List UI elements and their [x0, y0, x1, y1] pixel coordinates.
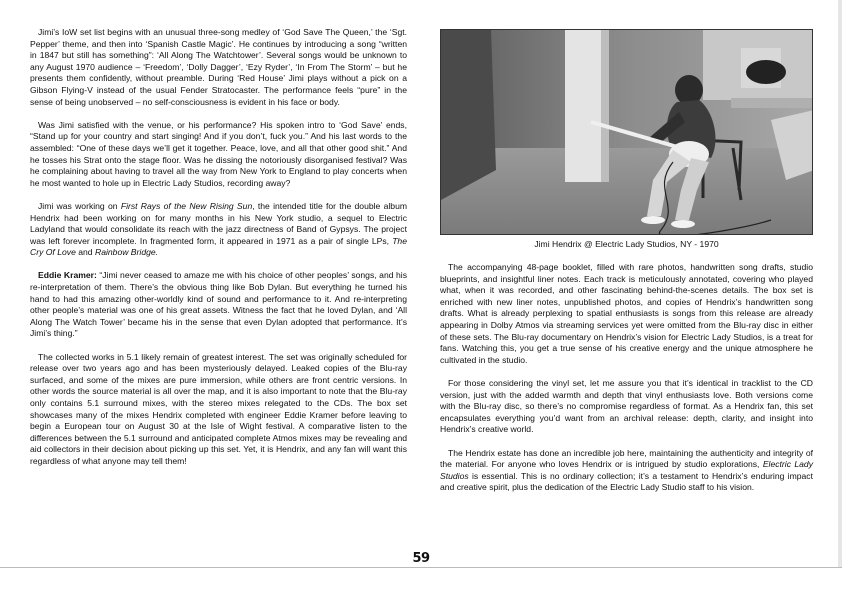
album-title-rainbow-bridge: Rainbow Bridge.	[94, 247, 159, 258]
paragraph-first-rays: Jimi was working on First Rays of the New Rising Sun, the intended title for the double album Hendrix had been working on for many months in his New York studio, a sequel to Electric Ladyland that would consolidate its reach with the jazz directness of Band of Gypsys. The project was left forever incomplete. In fragmented form, it appeared in 1971 as a pair of single LPs, The Cry Of Love and Rainbow Bridge.	[30, 200, 408, 258]
paragraph-surround: The collected works in 5.1 likely remain of greatest interest. The set was originally scheduled for release over two years ago and has been mysteriously delayed. Leaked copies of the Blu-ray surfaced, and some of the mixes are pure immersion, while others are front centric versions. In other words the source material is all over the map, and it is also important to note that the Blu-ray only contains 5.1 surround mixes, with the stereo mixes relegated to the CDs. The box set showcases many of the mixes Hendrix completed with engineer Eddie Kramer before leaving to begin a European tour on August 30 at the Isle of Wight festival. A comparative listen to the differences between the 5.1 surround and anticipated complete Atmos mixes may be revealing and aid collectors in their decision about picking up this set. Yet, it is Hendrix, and any fan will want this regardless of what anyone may tell them!	[30, 351, 407, 466]
album-title-cry-of-love: The Cry Of Love	[30, 235, 407, 258]
hendrix-photo	[440, 29, 813, 235]
photo-caption: Jimi Hendrix @ Electric Lady Studios, NY - 1970	[534, 239, 719, 249]
speaker-name: Eddie Kramer:	[38, 270, 97, 281]
paragraph-booklet: The accompanying 48-page booklet, filled with rare photos, handwritten song drafts, studio blueprints, and insightful liner notes. Each track is meticulously annotated, covering who played what, when it was recorded, and other fascinating behind-the-scenes details. The box set is enriched with new liner notes, unpublished photos, and copies of Hendrix’s handwritten song drafts. What is already perplexing to spatial enthusiasts is songs from this release are already appearing in Dolby Atmos via streaming services yet were omitted from the Blu-ray disc in either of these sets. The Blu-ray documentary on Hendrix’s vision for Electric Lady Studios, is a treat for fans. Watching this, you get a true sense of his creative energy and the unique atmosphere he cultivated in the studio.	[440, 262, 813, 365]
paragraph-venue: Was Jimi satisfied with the venue, or his performance? His spoken intro to ‘God Save’ ends, “Stand up for your country and start singing! And if you don’t, fuck you.” And his last words to the assembled: “One of these days we’ll get it together. Peace, love, and all that other good shit.” And he tosses his Strat onto the stage floor. Was he dissing the notoriously disorganised festival? Was he complaining about having to travel all the way from New York to England to play concerts when he most wanted to hole up in Electric Lady Studios, recording away?	[30, 119, 407, 188]
right-column	[440, 262, 813, 505]
page-edge	[838, 0, 842, 567]
left-column	[30, 27, 407, 479]
paragraph-kramer-quote: Eddie Kramer: “Jimi never ceased to amaze me with his choice of other peoples’ songs, and his re-interpretation of them. There’s the obvious thing like Bob Dylan. But everything he turned his hand to had this amazing other-worldly kind of sound and performance to it. And re-interpreting other people’s material was one of his great assets. Witness the fact that he loved Dylan, and ‘All Along The Watch Tower’ became his in the sense that even Dylan adopted that performance. It’s Jimi’s thing.”	[30, 270, 407, 339]
title-electric-lady-studios: Electric Lady Studios	[440, 459, 813, 481]
page-number: 59	[412, 551, 430, 566]
album-title-first-rays: First Rays of the New Rising Sun	[120, 200, 253, 211]
bottom-rule	[0, 567, 842, 568]
paragraph-setlist: Jimi’s IoW set list begins with an unusual three-song medley of ‘God Save The Queen,’ the ‘Sgt. Pepper’ theme, and then into ‘Spanish Castle Magic’. He continues by introducing a song “written in 1847 but still has something”: ‘All Along The Watchtower’. Several songs would be unknown to any August 1970 audience – ‘Freedom’, ‘Dolly Dagger’, ‘Ezy Ryder’, ‘In From The Storm’ – but he presents them confidently, without preamble. During ‘Red House’ Jimi plays without a pick on a Gibson Flying-V instead of the usual Fender Stratocaster. The performance feels “pure” in the sense of being unobserved – no self-consciousness is evident in his face or body.	[30, 27, 407, 107]
paragraph-estate: The Hendrix estate has done an incredible job here, maintaining the authenticity and integrity of the material. For anyone who loves Hendrix or is intrigued by studio explorations, Electric Lady Studios is essential. This is no ordinary collection; it’s a testament to Hendrix’s enduring impact and creative spirit, plus the dedication of the Electric Lady Studio staff to his vision.	[440, 447, 813, 493]
photo-illustration	[441, 30, 813, 235]
paragraph-vinyl: For those considering the vinyl set, let me assure you that it’s identical in tracklist to the CD version, just with the added warmth and depth that vinyl enthusiasts love. Both versions come with the Blu-ray disc, so there’s no compromise regardless of format. As a Hendrix fan, this set encapsulates everything you’d want from an archival release: depth, clarity, and insight into Hendrix’s creative world.	[440, 377, 813, 435]
